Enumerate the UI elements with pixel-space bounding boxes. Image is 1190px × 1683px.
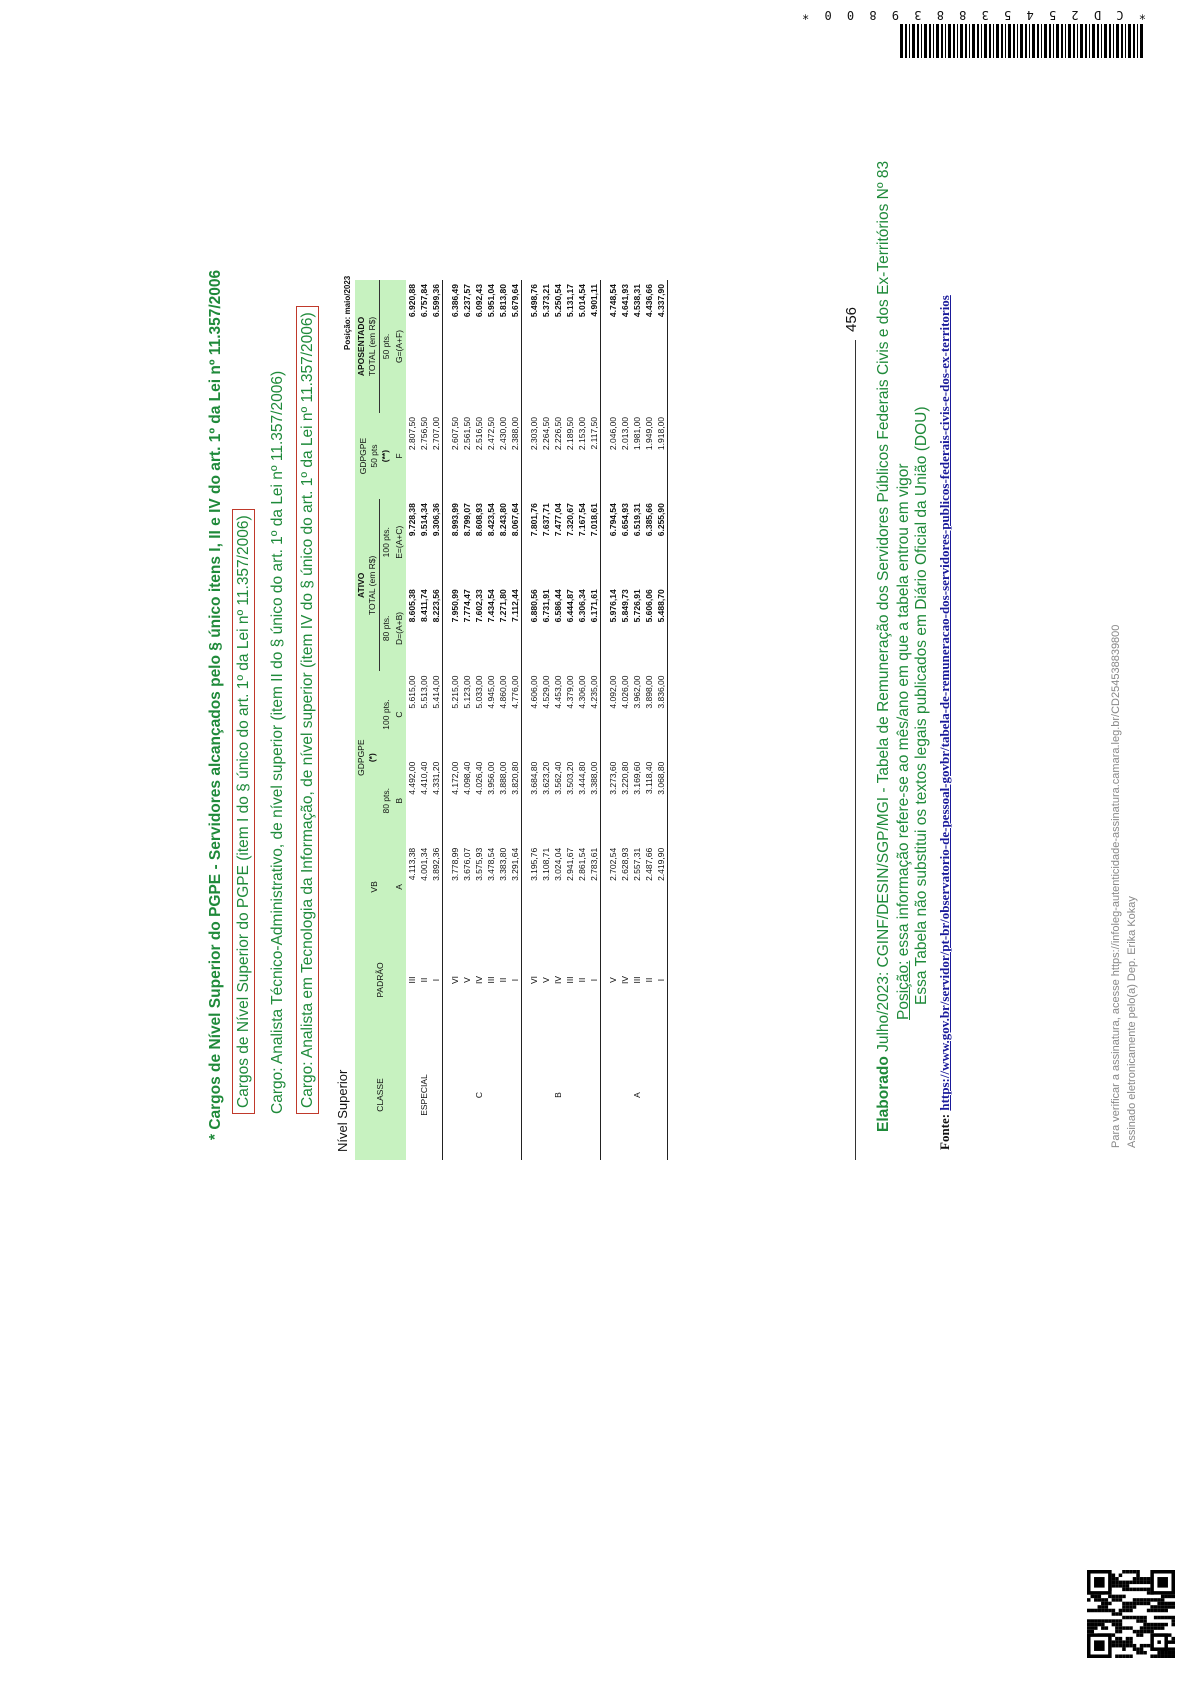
aposentado-cell: 4.337,90 (655, 280, 668, 413)
ativo-100-cell: 6.255,90 (655, 499, 668, 585)
ativo-100-cell: 8.067,64 (509, 499, 522, 585)
gdpgpe-50-cell: 2.013,00 (620, 416, 630, 451)
gdpgpe-50-cell: 2.707,00 (430, 413, 443, 499)
vb-cell: 4.113,38 (407, 847, 417, 881)
padrao-cell: V (608, 977, 618, 983)
ativo-80-cell: 7.271,80 (498, 589, 508, 623)
header-gdpgpe2-50: 50 pts (368, 444, 379, 468)
gdpgpe-100-cell: 4.092,00 (608, 675, 618, 709)
gdpgpe-100-cell: 4.453,00 (553, 675, 563, 709)
classe-cell: ESPECIAL (419, 1074, 429, 1116)
padrao-cell: I (655, 930, 668, 1030)
gdpgpe-100-cell: 4.026,00 (620, 675, 630, 709)
classe-cell (643, 1030, 655, 1160)
qr-code-icon[interactable] (1087, 1570, 1175, 1658)
padrao-cell: II (498, 977, 508, 983)
header-gdpgpe: GDPGPE (356, 739, 367, 776)
gdpgpe-80-cell: 4.172,00 (450, 761, 460, 795)
vb-cell: 3.108,71 (541, 847, 551, 881)
vb-cell: 2.941,67 (565, 847, 575, 881)
ativo-80-cell: 6.731,91 (541, 589, 551, 623)
aposentado-cell: 6.920,88 (407, 284, 417, 318)
classe-cell (430, 1030, 443, 1160)
padrao-cell: I (430, 930, 443, 1030)
gdpgpe-80-cell: 3.068,80 (655, 758, 668, 844)
gdpgpe-50-cell: 2.472,50 (486, 416, 496, 451)
classe-cell: C (474, 1091, 484, 1099)
classe-cell (576, 1030, 588, 1160)
header-vb-letter: A (393, 844, 406, 930)
header-gdpgpe2-f: F (393, 413, 406, 499)
aposentado-cell: 5.951,04 (486, 284, 496, 318)
table-row (430, 280, 443, 1160)
ativo-80-cell: 5.488,70 (655, 585, 668, 671)
header-ativo-d: D=(A+B) (393, 585, 406, 671)
table-row (619, 280, 631, 1160)
aposentado-cell: 6.757,84 (419, 284, 429, 318)
gdpgpe-50-cell: 2.189,50 (565, 416, 575, 451)
vb-cell: 3.383,80 (498, 847, 508, 881)
padrao-cell: I (509, 930, 522, 1030)
padrao-cell: IV (553, 975, 563, 985)
gdpgpe-50-cell: 2.756,50 (419, 416, 429, 451)
ativo-100-cell: 8.243,80 (498, 503, 508, 537)
table-row (406, 280, 418, 1160)
ativo-80-cell: 7.112,44 (509, 585, 522, 671)
gdpgpe-80-cell: 4.098,40 (462, 761, 472, 795)
table-row (576, 280, 588, 1160)
fonte-label: Fonte: (937, 1110, 952, 1150)
gdpgpe-100-cell: 4.529,00 (541, 675, 551, 709)
header-apos-g: G=(A+F) (393, 280, 406, 413)
aposentado-cell: 6.092,43 (474, 284, 484, 318)
gdpgpe-100-cell: 3.962,00 (632, 675, 642, 709)
gdpgpe-80-cell: 3.888,00 (498, 761, 508, 795)
vb-cell: 3.892,36 (430, 844, 443, 930)
ativo-100-cell: 9.514,34 (419, 503, 429, 537)
padrao-cell: II (577, 977, 587, 983)
vb-cell: 3.478,54 (486, 847, 496, 881)
gdpgpe-80-cell: 3.169,60 (632, 761, 642, 795)
gdpgpe-50-cell: 2.807,50 (407, 416, 417, 451)
aposentado-cell: 4.436,66 (644, 284, 654, 318)
gdpgpe-50-cell: 1.918,00 (655, 413, 668, 499)
classe-cell (619, 1030, 631, 1160)
table-row (552, 280, 564, 1160)
header-gdpgpe2: GDPGPE (357, 437, 368, 475)
ativo-100-cell: 6.794,54 (608, 503, 618, 537)
aposentado-cell: 6.386,49 (450, 284, 460, 318)
vb-cell: 3.575,93 (474, 847, 484, 881)
ativo-100-cell: 6.654,93 (620, 503, 630, 537)
gdpgpe-100-cell: 5.414,00 (430, 671, 443, 757)
table-row (528, 280, 540, 1160)
gdpgpe-100-cell: 5.513,00 (419, 675, 429, 709)
table-row (485, 280, 497, 1160)
gdpgpe-80-cell: 3.118,40 (644, 761, 654, 795)
gdpgpe-100-cell: 4.945,00 (486, 675, 496, 709)
cargo-line-3: Cargo: Analista em Tecnologia da Informação, de nível superior (item IV do § único do art. 1º da Lei nº 11.357/2006) (296, 306, 319, 1114)
gdpgpe-50-cell: 2.303,00 (529, 416, 539, 451)
header-ativo: ATIVO (356, 572, 366, 598)
ativo-80-cell: 6.880,56 (529, 589, 539, 623)
padrao-cell: IV (620, 975, 630, 985)
classe-cell (655, 1030, 668, 1160)
gdpgpe-100-cell: 5.215,00 (450, 675, 460, 709)
aposentado-cell: 5.250,54 (553, 284, 563, 318)
elaborado-label: Elaborado (875, 1056, 892, 1132)
aposentado-cell: 6.237,57 (462, 284, 472, 318)
header-gdpgpe-80: 80 pts. (380, 758, 394, 844)
ativo-80-cell: 8.223,56 (430, 585, 443, 671)
ativo-100-cell: 8.423,54 (486, 503, 496, 537)
padrao-cell: III (486, 976, 496, 984)
gdpgpe-50-cell: 2.561,50 (462, 416, 472, 451)
padrao-cell: V (462, 977, 472, 983)
padrao-cell: III (632, 976, 642, 984)
classe-cell: A (632, 1092, 642, 1098)
header-gdpgpe-c: C (393, 671, 406, 757)
table-row (643, 280, 655, 1160)
table-row (461, 280, 473, 1160)
gdpgpe-80-cell: 3.220,80 (620, 761, 630, 795)
header-aposentado: APOSENTADO (356, 316, 366, 377)
gdpgpe-100-cell: 3.836,00 (655, 671, 668, 757)
ativo-80-cell: 6.586,44 (553, 589, 563, 623)
gdpgpe-50-cell: 1.949,00 (644, 416, 654, 451)
vb-cell: 3.195,76 (529, 847, 539, 881)
ativo-80-cell: 6.306,34 (577, 589, 587, 623)
classe-cell (564, 1030, 576, 1160)
gdpgpe-80-cell: 3.623,20 (541, 761, 551, 795)
elaborado-text: Julho/2023: CGINF/DESIN/SGP/MGI - Tabela de Remuneração dos Servidores Públicos Federais Civis e dos Ex-Territórios Nº 83 (875, 160, 892, 1057)
ativo-80-cell: 5.976,14 (608, 589, 618, 623)
aposentado-cell: 5.498,76 (529, 284, 539, 318)
classe-cell (540, 1030, 552, 1160)
posicao-text: essa informação refere-se ao mês/ano em que a tabela entrou em vigor (895, 463, 912, 961)
padrao-cell: II (419, 977, 429, 983)
aposentado-cell: 5.813,80 (498, 284, 508, 318)
padrao-cell: VI (450, 975, 460, 985)
aposentado-cell: 5.373,21 (541, 284, 551, 318)
ativo-100-cell: 7.167,54 (577, 503, 587, 537)
header-ativo-e: E=(A+C) (393, 499, 406, 585)
posicao-label: Posição: (895, 960, 912, 1020)
level-label: Nível Superior (335, 1069, 350, 1152)
padrao-cell: II (644, 977, 654, 983)
header-apos-total: TOTAL (em R$) (367, 316, 377, 377)
gdpgpe-80-cell: 4.331,20 (430, 758, 443, 844)
padrao-cell: V (541, 977, 551, 983)
signature-verify-link[interactable]: Para verificar a assinatura, acesse https://infoleg-autenticidade-assinatura.camara.leg.br/CD254538839800 (1110, 624, 1122, 1148)
vb-cell: 2.783,61 (588, 844, 601, 930)
aposentado-cell: 4.748,54 (608, 284, 618, 318)
ativo-100-cell: 9.728,38 (407, 503, 417, 537)
aposentado-cell: 4.901,11 (588, 280, 601, 413)
table-row (418, 280, 430, 1160)
tabela-note: Essa Tabela não substitui os textos legais publicados em Diário Oficial da União (DOU) (913, 406, 930, 1005)
ativo-80-cell: 5.726,91 (632, 589, 642, 623)
signature-block (1108, 625, 1140, 1148)
gdpgpe-50-cell: 2.153,00 (577, 416, 587, 451)
vb-cell: 2.861,54 (577, 847, 587, 881)
gdpgpe-50-cell: 2.607,50 (450, 416, 460, 451)
ativo-80-cell: 5.606,06 (644, 589, 654, 623)
ativo-80-cell: 7.950,99 (450, 589, 460, 623)
gdpgpe-100-cell: 4.776,00 (509, 671, 522, 757)
table-row (449, 280, 461, 1160)
gdpgpe-50-cell: 2.430,00 (498, 416, 508, 451)
padrao-cell: IV (474, 975, 484, 985)
fonte-link[interactable]: https://www.gov.br/servidor/pt-br/observatorio-de-pessoal-govbr/tabela-de-remuneracao-dos-servidores-publicos-federais-civis-e-dos-ex-territorios (937, 295, 952, 1111)
ativo-100-cell: 6.385,66 (644, 503, 654, 537)
gdpgpe-80-cell: 4.410,40 (419, 761, 429, 795)
header-gdpgpe2-mark: (**) (379, 449, 390, 463)
gdpgpe-80-cell: 3.503,20 (565, 761, 575, 795)
vb-cell: 3.778,99 (450, 847, 460, 881)
barcode-bars (900, 24, 1146, 58)
ativo-100-cell: 8.993,99 (450, 503, 460, 537)
vb-cell: 2.557,31 (632, 847, 642, 881)
signature-signer: Assinado eletronicamente pelo(a) Dep. Erika Kokay (1126, 896, 1138, 1148)
gdpgpe-80-cell: 3.684,80 (529, 761, 539, 795)
ativo-100-cell: 9.306,36 (430, 499, 443, 585)
padrao-cell: III (565, 976, 575, 984)
gdpgpe-100-cell: 4.306,00 (577, 675, 587, 709)
vb-cell: 3.024,04 (553, 847, 563, 881)
cargo-line-1: Cargos de Nível Superior do PGPE (item I do § único do art. 1º da Lei nº 11.357/2006) (232, 509, 255, 1114)
padrao-cell: I (588, 930, 601, 1030)
gdpgpe-100-cell: 5.615,00 (407, 675, 417, 709)
ativo-80-cell: 8.605,38 (407, 589, 417, 623)
header-ativo-100: 100 pts. (380, 499, 394, 585)
ativo-80-cell: 6.171,61 (588, 585, 601, 671)
salary-table (355, 280, 668, 1160)
table-row (631, 280, 643, 1160)
classe-cell (449, 1030, 461, 1160)
vb-cell: 2.487,66 (644, 847, 654, 881)
gdpgpe-100-cell: 4.860,00 (498, 675, 508, 709)
vb-cell: 3.291,64 (509, 844, 522, 930)
gdpgpe-80-cell: 3.444,80 (577, 761, 587, 795)
classe-cell (607, 1030, 619, 1160)
padrao-cell: VI (529, 975, 539, 985)
ativo-80-cell: 7.602,33 (474, 589, 484, 623)
gdpgpe-80-cell: 3.273,60 (608, 761, 618, 795)
table-row (473, 280, 485, 1160)
gdpgpe-80-cell: 3.820,80 (509, 758, 522, 844)
vb-cell: 2.628,93 (620, 847, 630, 881)
gdpgpe-100-cell: 4.606,00 (529, 675, 539, 709)
gdpgpe-80-cell: 3.562,40 (553, 761, 563, 795)
gdpgpe-80-cell: 3.956,00 (486, 761, 496, 795)
ativo-100-cell: 7.018,61 (588, 499, 601, 585)
ativo-100-cell: 8.608,93 (474, 503, 484, 537)
page-number: 456 (843, 306, 860, 332)
gdpgpe-100-cell: 5.123,00 (462, 675, 472, 709)
header-gdpgpe-100: 100 pts. (380, 671, 394, 757)
header-classe: CLASSE (355, 1030, 406, 1160)
cargo-line-2: Cargo: Analista Técnico-Administrativo, de nível superior (item II do § único do art. 1º da Lei nº 11.357/2006) (269, 370, 286, 1114)
header-padrao: PADRÃO (355, 930, 406, 1030)
aposentado-cell: 5.014,54 (577, 284, 587, 318)
vb-cell: 4.001,34 (419, 847, 429, 881)
header-gdpgpe-mark: (*) (367, 753, 378, 763)
aposentado-cell: 5.679,64 (509, 280, 522, 413)
gdpgpe-50-cell: 2.516,50 (474, 416, 484, 451)
ativo-80-cell: 8.411,74 (419, 589, 429, 622)
ativo-80-cell: 6.444,87 (565, 589, 575, 623)
gdpgpe-100-cell: 4.235,00 (588, 671, 601, 757)
document-title: * Cargos de Nível Superior do PGPE - Servidores alcançados pelo § único itens I, II e IV do art. 1º da Lei nº 11.357/2006 (207, 269, 224, 1140)
ativo-100-cell: 8.799,07 (462, 503, 472, 537)
gdpgpe-100-cell: 5.033,00 (474, 675, 484, 709)
gdpgpe-80-cell: 3.388,00 (588, 758, 601, 844)
gdpgpe-50-cell: 2.226,50 (553, 416, 563, 451)
ativo-80-cell: 7.774,47 (462, 589, 472, 623)
header-vb: VB (355, 844, 393, 930)
header-ativo-80: 80 pts. (380, 585, 394, 671)
gdpgpe-100-cell: 3.898,00 (644, 675, 654, 709)
classe-cell: B (553, 1092, 563, 1098)
header-gdpgpe-b: B (393, 758, 406, 844)
gdpgpe-50-cell: 2.388,00 (509, 413, 522, 499)
ativo-100-cell: 6.519,31 (632, 503, 642, 537)
classe-cell (485, 1030, 497, 1160)
gdpgpe-100-cell: 4.379,00 (565, 675, 575, 709)
document-page (195, 160, 1055, 1160)
classe-cell (588, 1030, 601, 1160)
ativo-100-cell: 7.637,71 (541, 503, 551, 537)
gdpgpe-50-cell: 2.046,00 (608, 416, 618, 451)
header-ativo-total: TOTAL (em R$) (367, 555, 377, 615)
table-row (655, 280, 668, 1160)
ativo-80-cell: 5.849,73 (620, 589, 630, 623)
aposentado-cell: 4.641,93 (620, 284, 630, 318)
header-apos-50: 50 pts. (380, 280, 394, 413)
table-row (588, 280, 601, 1160)
barcode-code: * C D 2 5 4 5 3 8 8 3 9 8 0 0 * (798, 8, 1146, 22)
barcode (798, 8, 1146, 60)
table-row (497, 280, 509, 1160)
classe-cell (497, 1030, 509, 1160)
vb-cell: 2.702,54 (608, 847, 618, 881)
aposentado-cell: 5.131,17 (565, 284, 575, 318)
ativo-100-cell: 7.320,67 (565, 503, 575, 537)
vb-cell: 3.676,07 (462, 847, 472, 881)
gdpgpe-80-cell: 4.492,00 (407, 761, 417, 795)
table-row (564, 280, 576, 1160)
table-row (540, 280, 552, 1160)
classe-cell (528, 1030, 540, 1160)
ativo-100-cell: 7.801,76 (529, 503, 539, 537)
vb-cell: 2.419,90 (655, 844, 668, 930)
padrao-cell: III (407, 976, 417, 984)
aposentado-cell: 6.599,36 (430, 280, 443, 413)
position-label: Posição: maio/2023 (343, 275, 352, 350)
gdpgpe-50-cell: 2.264,50 (541, 416, 551, 451)
table-row (607, 280, 619, 1160)
ativo-80-cell: 7.434,54 (486, 589, 496, 623)
salary-table-body (406, 280, 668, 1160)
classe-cell (406, 1030, 418, 1160)
classe-cell (461, 1030, 473, 1160)
gdpgpe-80-cell: 4.026,40 (474, 761, 484, 795)
table-row (509, 280, 522, 1160)
gdpgpe-50-cell: 2.117,50 (588, 413, 601, 499)
aposentado-cell: 4.538,31 (632, 284, 642, 318)
gdpgpe-50-cell: 1.981,00 (632, 416, 642, 451)
footer-rule (855, 340, 856, 1160)
classe-cell (509, 1030, 522, 1160)
ativo-100-cell: 7.477,04 (553, 503, 563, 537)
